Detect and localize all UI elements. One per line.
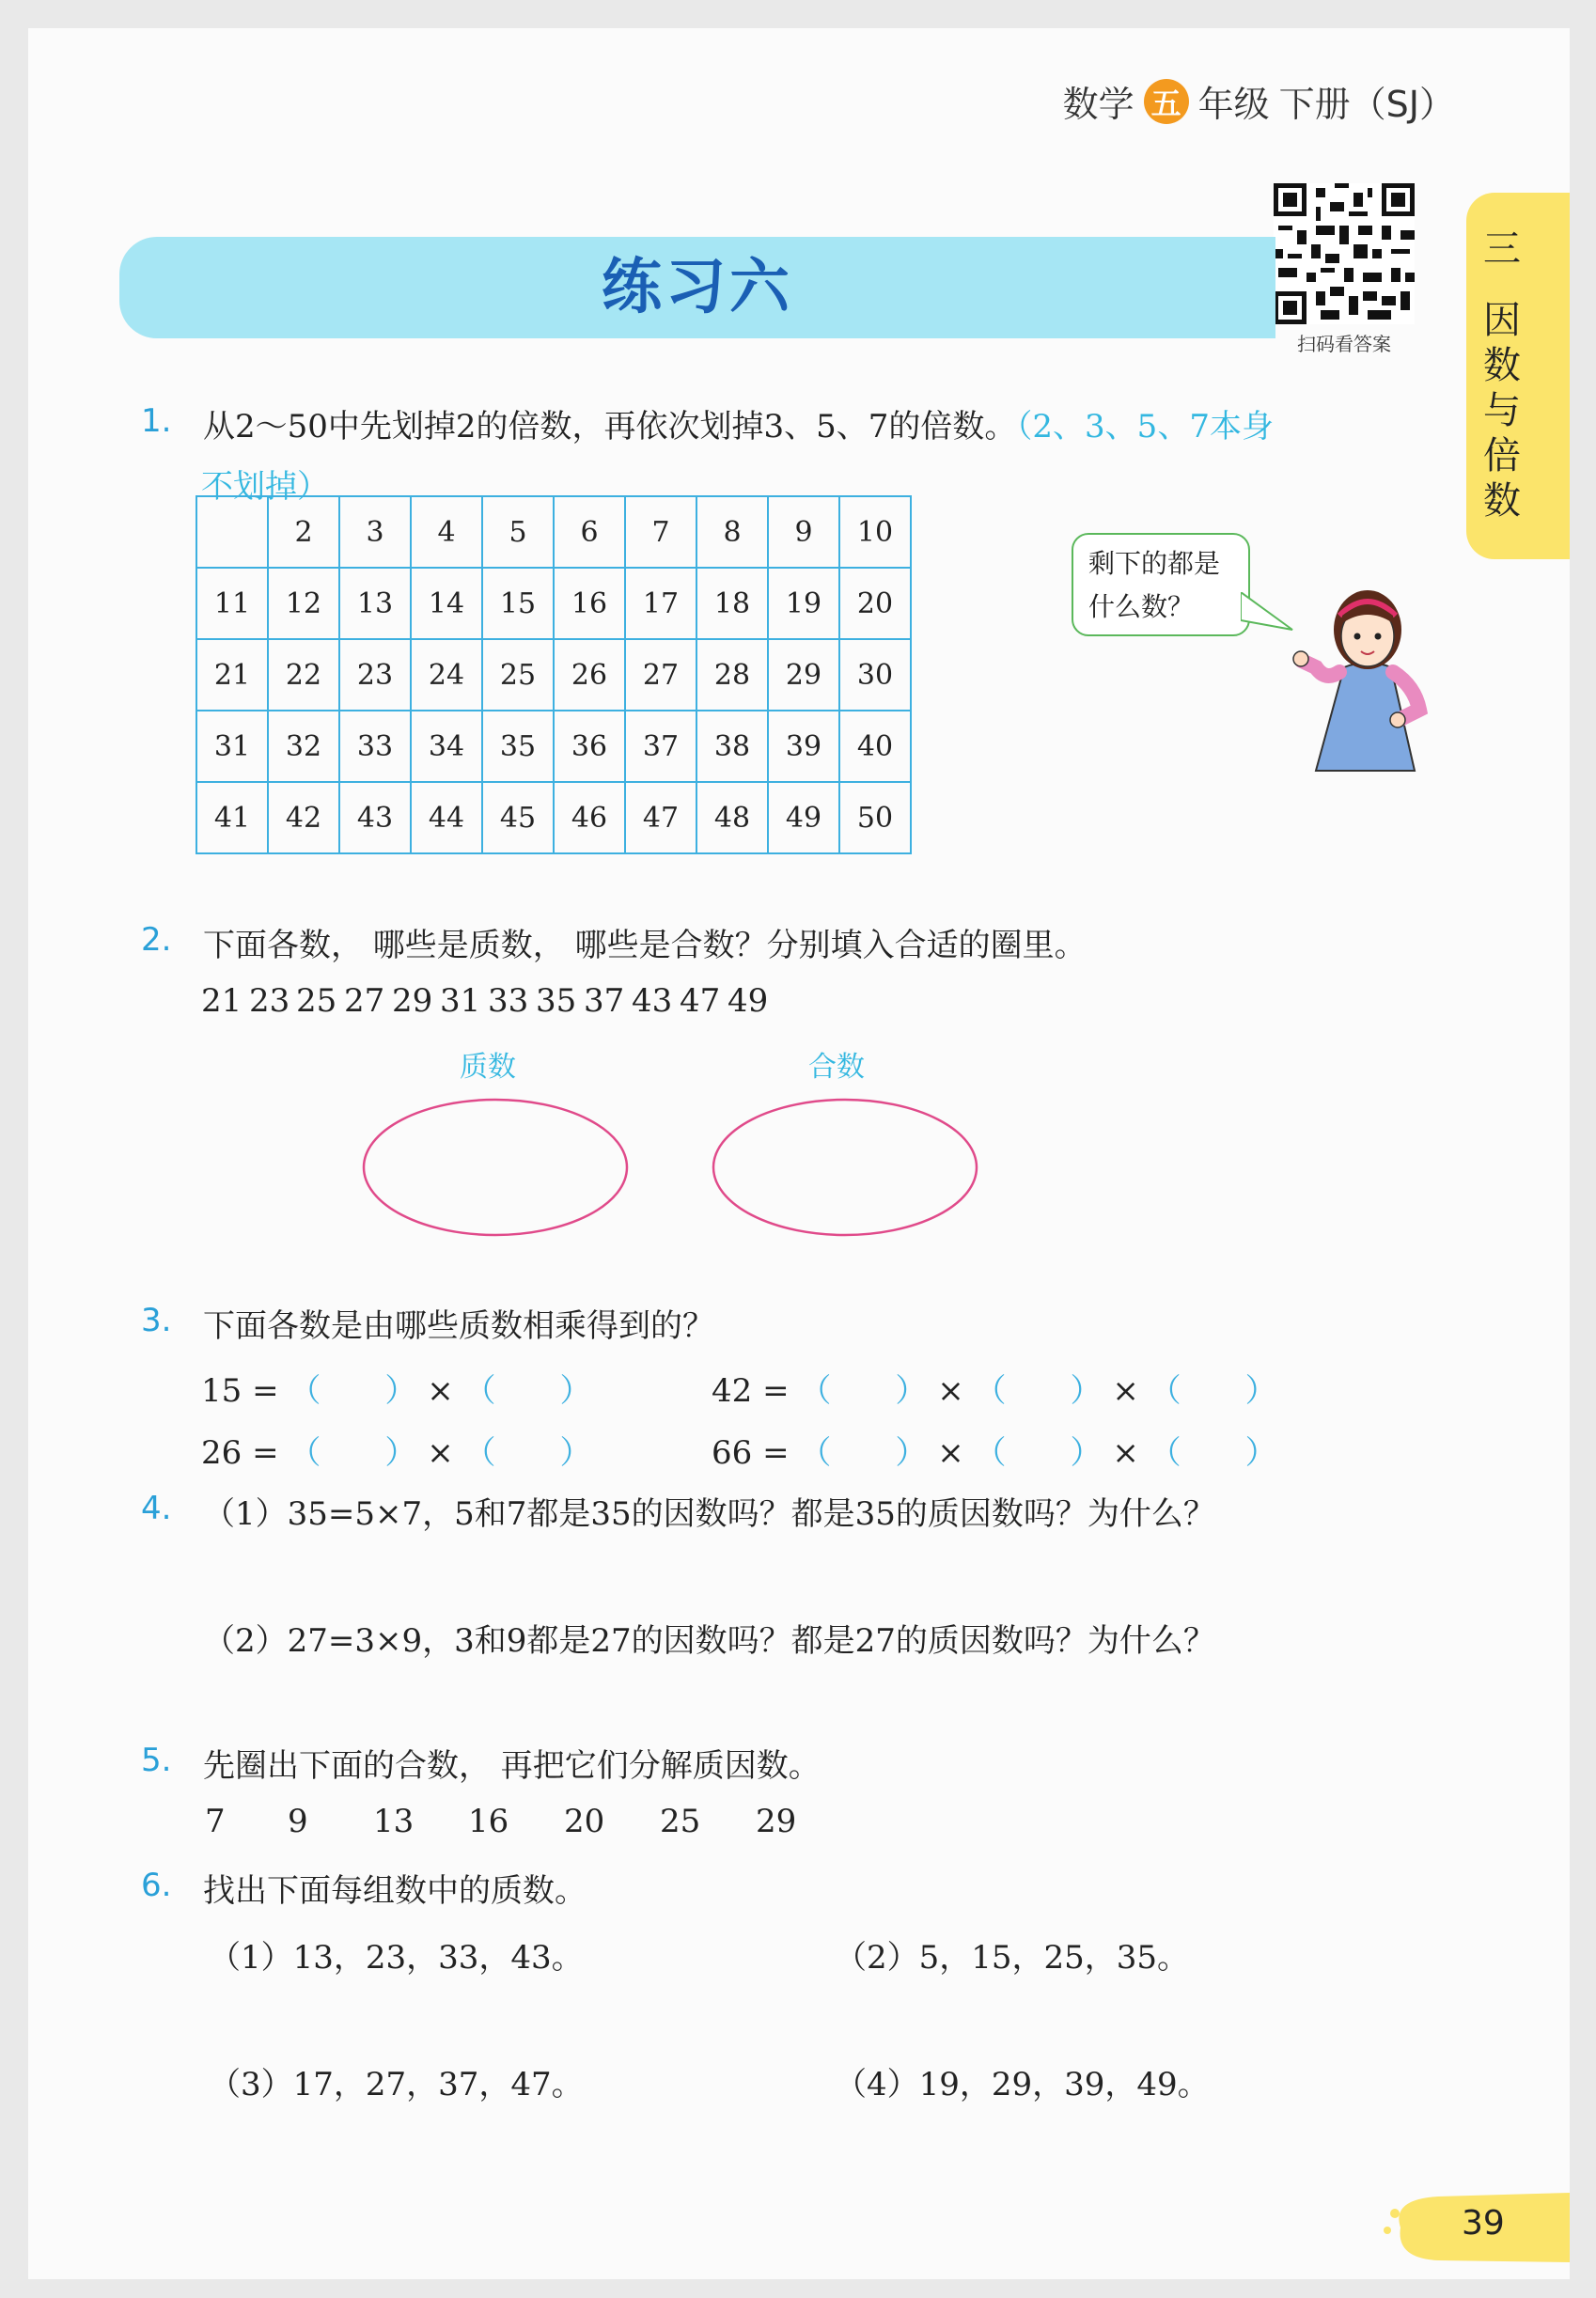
grid-cell[interactable]: 18: [696, 568, 768, 639]
grid-row: [196, 782, 911, 853]
question-3-text: 下面各数是由哪些质数相乘得到的？: [203, 1307, 714, 1345]
equation-26: [201, 1427, 592, 1473]
question-number-1: 1.: [141, 402, 172, 440]
bubble-line-2: 什么数？: [1088, 591, 1195, 622]
number-item[interactable]: 25: [660, 1803, 701, 1840]
question-1-instruction: 从2～50中先划掉2的倍数，再依次划掉3、5、7的倍数。: [203, 408, 1017, 446]
grid-cell[interactable]: 16: [554, 568, 625, 639]
times-sign: ×: [1112, 1434, 1139, 1472]
grid-cell[interactable]: 27: [625, 639, 696, 711]
grid-cell[interactable]: 14: [411, 568, 482, 639]
grid-cell[interactable]: 11: [196, 568, 268, 639]
page-number: 39: [1462, 2204, 1505, 2243]
grid-cell[interactable]: 5: [482, 496, 554, 568]
number-item: 21: [201, 982, 243, 1020]
grid-cell[interactable]: 43: [339, 782, 411, 853]
grid-cell[interactable]: 12: [268, 568, 339, 639]
grid-cell[interactable]: 26: [554, 639, 625, 711]
grid-cell[interactable]: 45: [482, 782, 554, 853]
answer-blank[interactable]: （ ）: [289, 1372, 417, 1410]
grid-cell[interactable]: 46: [554, 782, 625, 853]
grid-row: [196, 711, 911, 782]
question-6-group-2: （2）5，15，25，35。: [835, 1939, 1190, 1977]
subject-label: 数学: [1062, 84, 1134, 125]
question-1-note-a: （2、3、5、7本身: [1016, 408, 1274, 446]
number-item: 27: [344, 982, 385, 1020]
grid-row: [196, 639, 911, 711]
grid-cell[interactable]: 38: [696, 711, 768, 782]
grid-cell[interactable]: 10: [839, 496, 911, 568]
composite-answer-circle[interactable]: [707, 1095, 989, 1245]
times-sign: ×: [427, 1372, 454, 1410]
times-sign: ×: [937, 1434, 964, 1472]
times-sign: ×: [937, 1372, 964, 1410]
grid-cell[interactable]: 9: [768, 496, 839, 568]
answer-blank[interactable]: （ ）: [1149, 1372, 1277, 1410]
question-number-4: 4.: [141, 1490, 172, 1527]
grid-cell[interactable]: 32: [268, 711, 339, 782]
number-item: 29: [392, 982, 433, 1020]
number-item: 25: [296, 982, 337, 1020]
grid-cell[interactable]: 23: [339, 639, 411, 711]
question-number-3: 3.: [141, 1302, 172, 1339]
number-item[interactable]: 13: [373, 1803, 415, 1840]
grid-cell[interactable]: 20: [839, 568, 911, 639]
grid-cell[interactable]: 8: [696, 496, 768, 568]
grid-cell[interactable]: 25: [482, 639, 554, 711]
grid-cell[interactable]: [196, 496, 268, 568]
question-1-note-b: 不划掉）: [201, 468, 329, 506]
grid-cell[interactable]: 2: [268, 496, 339, 568]
grid-cell[interactable]: 41: [196, 782, 268, 853]
grid-cell[interactable]: 33: [339, 711, 411, 782]
question-4-part-2: （2）27=3×9，3和9都是27的因数吗？都是27的质因数吗？为什么？: [203, 1622, 1215, 1660]
question-number-2: 2.: [141, 921, 172, 959]
grade-badge: 五: [1144, 79, 1189, 124]
number-item[interactable]: 7: [205, 1803, 226, 1840]
grade-suffix: 年级: [1197, 84, 1270, 125]
grid-cell[interactable]: 47: [625, 782, 696, 853]
number-item: 43: [632, 982, 673, 1020]
answer-blank[interactable]: （ ）: [1149, 1434, 1277, 1472]
question-number-6: 6.: [141, 1867, 172, 1904]
number-item: 35: [536, 982, 577, 1020]
number-item: 31: [440, 982, 481, 1020]
grid-cell[interactable]: 50: [839, 782, 911, 853]
answer-blank[interactable]: （ ）: [463, 1372, 592, 1410]
qr-code-graphic: [1274, 183, 1415, 324]
times-sign: ×: [1112, 1372, 1139, 1410]
number-item: 33: [488, 982, 529, 1020]
equation-66: [712, 1427, 1277, 1473]
equation-26-lhs: 26 =: [201, 1434, 279, 1472]
grid-row: [196, 496, 911, 568]
chapter-number: 三: [1483, 227, 1521, 271]
number-item: 23: [249, 982, 290, 1020]
grid-cell[interactable]: 48: [696, 782, 768, 853]
question-2-text: 下面各数， 哪些是质数， 哪些是合数？分别填入合适的圈里。: [203, 927, 1087, 964]
number-item: 47: [680, 982, 721, 1020]
grid-cell[interactable]: 42: [268, 782, 339, 853]
grid-cell[interactable]: 28: [696, 639, 768, 711]
grid-cell[interactable]: 31: [196, 711, 268, 782]
answer-blank[interactable]: （ ）: [799, 1372, 928, 1410]
grid-cell[interactable]: 21: [196, 639, 268, 711]
question-number-5: 5.: [141, 1742, 172, 1779]
grid-cell[interactable]: 29: [768, 639, 839, 711]
prime-circle-label: 质数: [460, 1051, 516, 1084]
grid-cell[interactable]: 3: [339, 496, 411, 568]
equation-42-lhs: 42 =: [712, 1372, 790, 1410]
answer-blank[interactable]: （ ）: [289, 1434, 417, 1472]
grid-cell[interactable]: 24: [411, 639, 482, 711]
question-6-group-4: （4）19，29，39，49。: [835, 2066, 1210, 2103]
grid-cell[interactable]: 40: [839, 711, 911, 782]
composite-circle-label: 合数: [808, 1051, 865, 1084]
equation-66-lhs: 66 =: [712, 1434, 790, 1472]
grid-cell[interactable]: 7: [625, 496, 696, 568]
number-item[interactable]: 20: [564, 1803, 605, 1840]
equation-42: [712, 1365, 1277, 1411]
grid-cell[interactable]: 44: [411, 782, 482, 853]
number-grid: [196, 495, 912, 854]
page-header: [1063, 75, 1455, 127]
grid-cell[interactable]: 35: [482, 711, 554, 782]
question-6-text: 找出下面每组数中的质数。: [203, 1872, 587, 1910]
grid-cell[interactable]: 39: [768, 711, 839, 782]
equation-15: [201, 1365, 592, 1411]
question-5-text: 先圈出下面的合数， 再把它们分解质因数。: [203, 1747, 821, 1785]
exercise-title: 练习六: [602, 252, 793, 322]
girl-illustration: [1288, 578, 1447, 775]
qr-code-icon[interactable]: [1274, 183, 1415, 324]
answer-blank[interactable]: （ ）: [463, 1434, 592, 1472]
grid-cell[interactable]: 13: [339, 568, 411, 639]
grid-cell[interactable]: 6: [554, 496, 625, 568]
qr-caption: 扫码看答案: [1297, 333, 1391, 355]
bubble-line-1: 剩下的都是: [1088, 548, 1221, 579]
volume-label: 下册（SJ）: [1278, 84, 1455, 125]
number-item[interactable]: 16: [468, 1803, 509, 1840]
grid-row: [196, 568, 911, 639]
grid-cell[interactable]: 19: [768, 568, 839, 639]
question-6-group-3: （3）17，27，37，47。: [209, 2066, 584, 2103]
number-item: 37: [584, 982, 625, 1020]
grid-cell[interactable]: 30: [839, 639, 911, 711]
number-item: 49: [728, 982, 769, 1020]
question-1-text: [203, 400, 1274, 446]
answer-blank[interactable]: （ ）: [974, 1372, 1103, 1410]
number-item[interactable]: 9: [288, 1803, 308, 1840]
chapter-side-tab: [1466, 193, 1570, 559]
grid-cell[interactable]: 17: [625, 568, 696, 639]
grid-cell[interactable]: 37: [625, 711, 696, 782]
chapter-title: 因数与倍数: [1483, 299, 1521, 523]
question-6-group-1: （1）13，23，33，43。: [209, 1939, 584, 1977]
number-item[interactable]: 29: [756, 1803, 797, 1840]
grid-cell[interactable]: 49: [768, 782, 839, 853]
grid-cell[interactable]: 15: [482, 568, 554, 639]
speech-bubble: [1072, 533, 1250, 636]
equation-15-lhs: 15 =: [201, 1372, 279, 1410]
grid-cell[interactable]: 4: [411, 496, 482, 568]
answer-blank[interactable]: （ ）: [799, 1434, 928, 1472]
grid-cell[interactable]: 36: [554, 711, 625, 782]
answer-blank[interactable]: （ ）: [974, 1434, 1103, 1472]
grid-cell[interactable]: 34: [411, 711, 482, 782]
question-4-part-1: （1）35=5×7，5和7都是35的因数吗？都是35的质因数吗？为什么？: [203, 1495, 1215, 1533]
prime-answer-circle[interactable]: [357, 1095, 639, 1245]
grid-cell[interactable]: 22: [268, 639, 339, 711]
times-sign: ×: [427, 1434, 454, 1472]
